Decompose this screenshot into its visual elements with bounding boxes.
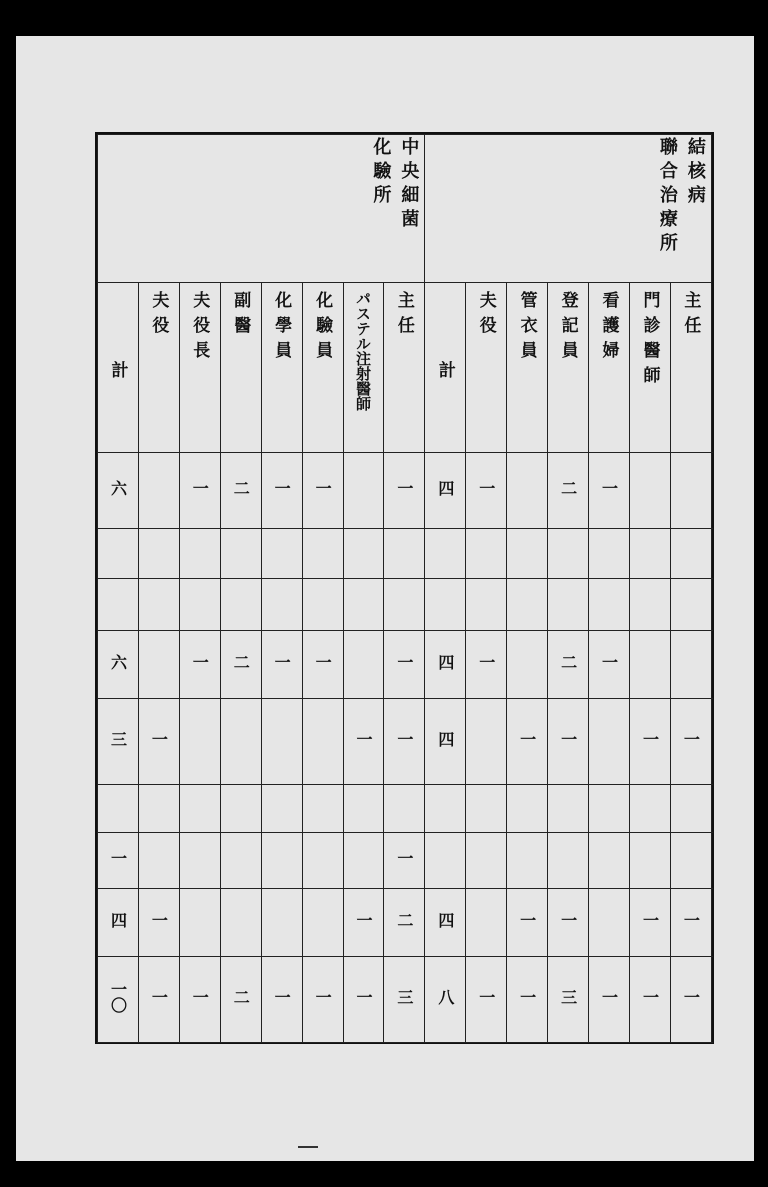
table-cell — [384, 699, 425, 785]
table-cell — [179, 529, 220, 579]
table-cell — [138, 957, 179, 1043]
cell-value: 二 — [231, 654, 251, 670]
column-header-label: 夫役 — [475, 291, 496, 341]
table-cell — [507, 957, 548, 1043]
table-cell — [425, 579, 466, 631]
cell-value: 一 — [681, 912, 701, 928]
cell-value: 三 — [108, 731, 128, 747]
table-cell — [261, 631, 302, 699]
table-cell — [589, 699, 630, 785]
table-cell — [384, 631, 425, 699]
cell-value: 一 — [190, 989, 210, 1005]
column-header — [261, 283, 302, 453]
table-cell — [220, 579, 261, 631]
cell-value: 一 — [313, 654, 333, 670]
table-cell — [670, 889, 711, 957]
table-cell — [629, 699, 670, 785]
cell-value: 二 — [231, 480, 251, 496]
column-header-label: 管衣員 — [516, 291, 537, 366]
table-cell — [507, 833, 548, 889]
cell-value: 一 — [558, 731, 578, 747]
table-cell — [138, 785, 179, 833]
table-cell — [98, 631, 139, 699]
table-cell — [425, 957, 466, 1043]
table-cell — [670, 957, 711, 1043]
cell-value: 一 — [681, 731, 701, 747]
cell-value: 一 — [149, 989, 169, 1005]
column-header — [629, 283, 670, 453]
table-cell — [589, 453, 630, 529]
table-cell — [670, 579, 711, 631]
table-cell — [589, 889, 630, 957]
column-header-row — [98, 283, 712, 453]
table-cell — [425, 833, 466, 889]
cell-value: 一 — [190, 654, 210, 670]
table-cell — [466, 889, 507, 957]
cell-value: 一 — [353, 731, 373, 747]
right-group-title — [98, 135, 425, 283]
table-cell — [261, 889, 302, 957]
table-cell — [302, 889, 343, 957]
table-cell — [670, 631, 711, 699]
table-cell — [343, 453, 384, 529]
table-cell — [670, 699, 711, 785]
table-cell — [138, 579, 179, 631]
right-title-line1: 中央細菌 — [398, 137, 420, 233]
cell-value: 四 — [435, 912, 455, 928]
cell-value: 一 — [394, 480, 414, 496]
column-header — [425, 283, 466, 453]
left-group-title — [425, 135, 711, 283]
cell-value: 一 — [149, 731, 169, 747]
column-header — [384, 283, 425, 453]
table-cell — [179, 579, 220, 631]
table-cell — [179, 833, 220, 889]
left-title-line1: 結核病 — [684, 137, 706, 209]
cell-value: 一 — [394, 731, 414, 747]
column-header-label: 門診醫師 — [639, 291, 660, 391]
table-cell — [589, 529, 630, 579]
table-cell — [138, 529, 179, 579]
cell-value: 一 — [599, 480, 619, 496]
cell-value: 二 — [558, 480, 578, 496]
table-cell — [384, 453, 425, 529]
table-cell — [466, 699, 507, 785]
table-cell — [548, 957, 589, 1043]
table-cell — [466, 631, 507, 699]
table-row — [98, 785, 712, 833]
column-header-label: 副醫 — [230, 291, 251, 341]
cell-value: 三 — [394, 989, 414, 1005]
table-cell — [670, 785, 711, 833]
table-cell — [302, 529, 343, 579]
cell-value: 一 — [272, 654, 292, 670]
table-cell — [629, 833, 670, 889]
table-cell — [384, 785, 425, 833]
table-cell — [589, 833, 630, 889]
table-cell — [589, 785, 630, 833]
table-cell — [98, 833, 139, 889]
table-cell — [507, 889, 548, 957]
table-cell — [98, 453, 139, 529]
table-cell — [548, 631, 589, 699]
table-row — [98, 889, 712, 957]
table-cell — [670, 529, 711, 579]
cell-value: 一 — [476, 989, 496, 1005]
table-cell — [220, 785, 261, 833]
table-cell — [179, 889, 220, 957]
table-cell — [589, 631, 630, 699]
cell-value: 一 — [394, 850, 414, 866]
column-header-label: 計 — [107, 361, 128, 386]
cell-value: 一 — [272, 989, 292, 1005]
table-cell — [629, 579, 670, 631]
table-row — [98, 579, 712, 631]
table-cell — [507, 453, 548, 529]
column-header-label: 計 — [434, 361, 455, 386]
cell-value: 一 — [476, 654, 496, 670]
cell-value: 一 — [353, 989, 373, 1005]
column-header — [179, 283, 220, 453]
table-cell — [261, 833, 302, 889]
cell-value: 一 — [190, 480, 210, 496]
cell-value: 一 — [517, 989, 537, 1005]
table-cell — [343, 957, 384, 1043]
table-cell — [179, 699, 220, 785]
table-cell — [302, 631, 343, 699]
table-cell — [466, 453, 507, 529]
table-cell — [261, 529, 302, 579]
table-cell — [302, 785, 343, 833]
cell-value: 一 — [313, 480, 333, 496]
column-header — [548, 283, 589, 453]
table-cell — [507, 529, 548, 579]
table-cell — [507, 631, 548, 699]
cell-value: 四 — [435, 480, 455, 496]
table-row — [98, 699, 712, 785]
cell-value: 三 — [558, 989, 578, 1005]
cell-value: 四 — [108, 912, 128, 928]
left-title-line2: 聯合治療所 — [656, 137, 678, 257]
cell-value: 六 — [108, 654, 128, 670]
table-cell — [384, 957, 425, 1043]
table-cell — [466, 785, 507, 833]
cell-value: 二 — [394, 912, 414, 928]
column-header — [507, 283, 548, 453]
cell-value: 一 — [640, 731, 660, 747]
table-cell — [343, 785, 384, 833]
table-cell — [425, 453, 466, 529]
column-header-label: 夫役長 — [189, 291, 210, 366]
table-cell — [343, 833, 384, 889]
column-header-label: 夫役 — [148, 291, 169, 341]
table-cell — [302, 957, 343, 1043]
cell-value: 一 — [640, 912, 660, 928]
cell-value: 一 — [108, 850, 128, 866]
table-row — [98, 833, 712, 889]
table-cell — [302, 833, 343, 889]
cell-value: 一 — [394, 654, 414, 670]
column-header-label: 主任 — [393, 291, 414, 341]
cell-value: 一 — [353, 912, 373, 928]
cell-value: 二 — [558, 654, 578, 670]
column-header-label: パステル注射醫師 — [353, 291, 372, 411]
table-cell — [302, 453, 343, 529]
table-cell — [220, 889, 261, 957]
column-header — [138, 283, 179, 453]
table-cell — [138, 889, 179, 957]
table-cell — [507, 579, 548, 631]
table-cell — [98, 529, 139, 579]
table-cell — [425, 699, 466, 785]
cell-value: 一 — [313, 989, 333, 1005]
table-cell — [220, 957, 261, 1043]
table-cell — [98, 699, 139, 785]
table-cell — [548, 889, 589, 957]
table-cell — [261, 579, 302, 631]
table-cell — [425, 785, 466, 833]
table-cell — [548, 529, 589, 579]
table-cell — [98, 889, 139, 957]
cell-value: 六 — [108, 480, 128, 496]
cell-value: 一 — [681, 989, 701, 1005]
table-cell — [384, 833, 425, 889]
table-row — [98, 957, 712, 1043]
table-cell — [466, 529, 507, 579]
table-cell — [384, 889, 425, 957]
right-title-line2: 化驗所 — [370, 137, 392, 209]
table-cell — [548, 833, 589, 889]
table-cell — [98, 957, 139, 1043]
table-cell — [507, 785, 548, 833]
table-cell — [548, 453, 589, 529]
table-cell — [179, 957, 220, 1043]
table-cell — [179, 785, 220, 833]
table-cell — [220, 833, 261, 889]
cell-value: 一〇 — [108, 981, 128, 1013]
cell-value: 一 — [599, 654, 619, 670]
column-header-label: 化學員 — [271, 291, 292, 366]
table-cell — [138, 453, 179, 529]
table-cell — [507, 699, 548, 785]
column-header-label: 化驗員 — [312, 291, 333, 366]
table-cell — [343, 529, 384, 579]
cell-value: 一 — [558, 912, 578, 928]
table-cell — [629, 453, 670, 529]
table-cell — [548, 579, 589, 631]
column-header-label: 主任 — [680, 291, 701, 341]
table-cell — [302, 699, 343, 785]
column-header — [670, 283, 711, 453]
table-cell — [220, 631, 261, 699]
table-cell — [425, 529, 466, 579]
table-cell — [179, 631, 220, 699]
table-cell — [220, 529, 261, 579]
table-cell — [98, 785, 139, 833]
column-header — [98, 283, 139, 453]
column-header — [343, 283, 384, 453]
table-body — [97, 134, 712, 1043]
title-row — [98, 135, 712, 283]
table-cell — [670, 833, 711, 889]
table-cell — [179, 453, 220, 529]
table-cell — [302, 579, 343, 631]
column-header — [220, 283, 261, 453]
cell-value: 一 — [599, 989, 619, 1005]
table-cell — [343, 889, 384, 957]
column-header — [589, 283, 630, 453]
table-cell — [589, 579, 630, 631]
table-cell — [548, 699, 589, 785]
cell-value: 一 — [517, 912, 537, 928]
page-footer-mark — [298, 1146, 318, 1148]
table-cell — [425, 631, 466, 699]
table-cell — [138, 833, 179, 889]
cell-value: 八 — [435, 989, 455, 1005]
table-cell — [261, 699, 302, 785]
table-cell — [220, 453, 261, 529]
cell-value: 一 — [272, 480, 292, 496]
table-cell — [629, 957, 670, 1043]
table-cell — [589, 957, 630, 1043]
table-cell — [466, 579, 507, 631]
cell-value: 一 — [640, 989, 660, 1005]
table-row — [98, 529, 712, 579]
table-cell — [548, 785, 589, 833]
table-cell — [138, 699, 179, 785]
table-cell — [261, 957, 302, 1043]
table-cell — [343, 631, 384, 699]
cell-value: 四 — [435, 654, 455, 670]
table-cell — [629, 889, 670, 957]
table-cell — [261, 785, 302, 833]
staff-table — [95, 132, 714, 1044]
table-cell — [220, 699, 261, 785]
cell-value: 一 — [476, 480, 496, 496]
table-cell — [629, 529, 670, 579]
column-header — [466, 283, 507, 453]
table-cell — [343, 579, 384, 631]
column-header — [302, 283, 343, 453]
table-row — [98, 631, 712, 699]
table-cell — [384, 579, 425, 631]
table-cell — [138, 631, 179, 699]
table-cell — [384, 529, 425, 579]
table-cell — [466, 957, 507, 1043]
column-header-label: 登記員 — [557, 291, 578, 366]
document-page — [16, 36, 754, 1161]
cell-value: 二 — [231, 989, 251, 1005]
cell-value: 一 — [517, 731, 537, 747]
table-cell — [98, 579, 139, 631]
table-cell — [261, 453, 302, 529]
cell-value: 一 — [149, 912, 169, 928]
table-cell — [670, 453, 711, 529]
table-row — [98, 453, 712, 529]
cell-value: 四 — [435, 731, 455, 747]
table-cell — [629, 785, 670, 833]
table-cell — [343, 699, 384, 785]
table-cell — [425, 889, 466, 957]
table-cell — [629, 631, 670, 699]
column-header-label: 看護婦 — [598, 291, 619, 366]
table-cell — [466, 833, 507, 889]
